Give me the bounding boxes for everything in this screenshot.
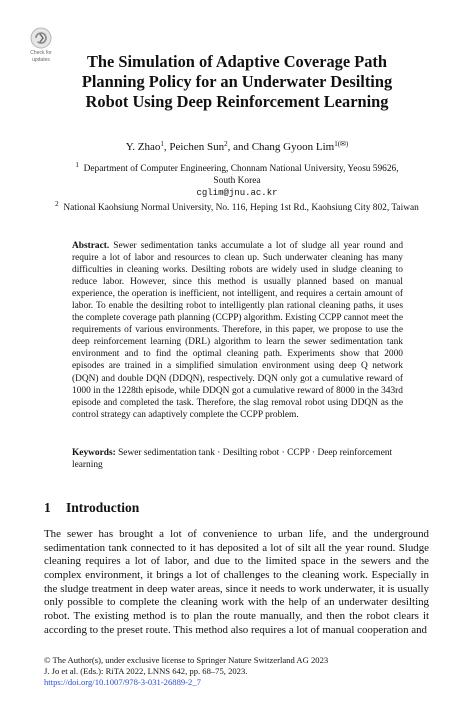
keywords [72,447,403,471]
affiliation-1 [0,163,474,199]
affiliation-text: National Kaohsiung Normal University, No. 116, Heping 1st Rd., Kaohsiung City 802, Taiwan [63,203,419,213]
check-for-updates-badge[interactable] [22,27,60,65]
affiliation-text: South Korea [213,176,261,186]
author-email[interactable]: cglim@jnu.ac.kr [196,188,278,198]
author-affil-mark: 1 [160,140,164,148]
section-title: Introduction [66,500,140,515]
affil-mark: 1 [75,161,79,169]
doi-link[interactable]: https://doi.org/10.1007/978-3-031-26889-2_7 [44,677,201,688]
author-affil-mark: 2 [224,140,228,148]
author-name: , and Chang Gyoon Lim [227,141,335,153]
section-number: 1 [44,500,51,515]
copyright-footer [44,655,328,689]
badge-line2: updates [32,57,50,63]
author-name: , Peichen Sun [163,141,225,153]
affiliation-text: Department of Computer Engineering, Chonnam National University, Yeosu 59626, [83,164,399,174]
title-line: Planning Policy for an Underwater Desilting [81,72,393,91]
introduction-paragraph: The sewer has brought a lot of convenience to urban life, and the underground sedimentation tank connected to it has deposited a lot of silt all the year round. Sludge cleaning requires a lot of labor, and due to the limited space in the sewers and the complex environment, it brings a lot of challenges to the cleaning work. Especially in the sludge treatment in deep water areas, since it needs to work underwater, it is usually only possible to complete the cleaning work with the help of an underwater desilting robot. The existing method is to plan the route manually, and then the robot clears it according to the preset route. This method also requires a lot of manual cooperation and [44,528,429,636]
title-line: The Simulation of Adaptive Coverage Path [86,52,388,71]
keywords-label: Keywords: [72,448,116,458]
section-heading [44,500,139,516]
citation-line: J. Jo et al. (Eds.): RiTA 2022, LNNS 642, pp. 68–75, 2023. [44,666,248,677]
author-affil-mark: 1(✉) [334,140,349,148]
author-list [0,141,474,154]
keywords-text: Sewer sedimentation tank · Desilting robot · CCPP · Deep reinforcement learning [72,448,393,470]
abstract-text: Sewer sedimentation tanks accumulate a lot of sludge all year round and require a lot of labor and resources to clean up. Such underwater cleaning has many difficulties in cleaning works. Desilting robots are widely used in sludge cleaning to reduce labor. However, since this method is usually planned based on manual experience, the operation is inefficient, not intelligent, and requires a certain amount of labor. To enable the desilting robot to intelligently plan rational cleaning paths, it uses the complete coverage path planning (CCPP) algorithm. Existing CCPP cannot meet the requirements of various environments. Therefore, in this paper, we propose to use the deep reinforcement learning (DRL) algorithm to learn the sewer sedimentation tank environment and to find the optimal cleaning path. Experiments show that 2000 episodes are trained in a simplified simulation environment using deep Q network (DQN) and double DQN (DDQN), respectively. DQN only got a cumulative reward of 1000 in the 1228th episode, while DDQN got a cumulative reward of 8000 in the 343rd episode and completed the task. Therefore, the slag removal robot using DDQN as the control strategy can adaptively complete the CCPP problem. [72,241,404,420]
copyright-line: © The Author(s), under exclusive license to Springer Nature Switzerland AG 2023 [44,655,329,665]
affil-mark: 2 [55,200,59,208]
affiliation-2 [0,202,474,214]
abstract [72,240,403,421]
paper-title [60,52,414,112]
title-line: Robot Using Deep Reinforcement Learning [85,92,389,111]
check-for-updates-icon [30,27,52,49]
abstract-label: Abstract. [72,241,110,251]
badge-line1: Check for [30,50,52,56]
author-name: Y. Zhao [125,141,161,153]
